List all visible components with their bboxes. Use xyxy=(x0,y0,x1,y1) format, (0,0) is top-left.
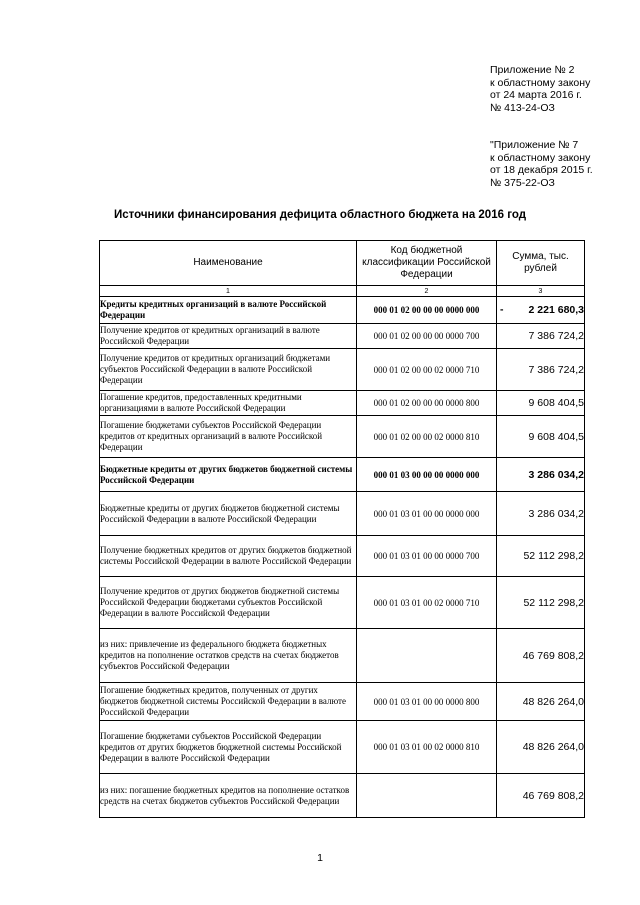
row-name: Получение бюджетных кредитов от других бюджетов бюджетной системы Российской Федерации в валюте Российской Федерации xyxy=(100,536,357,577)
row-amount-cell xyxy=(497,324,585,349)
row-code xyxy=(357,629,497,683)
table-row xyxy=(100,297,585,324)
negative-sign: - xyxy=(500,303,504,316)
row-amount-cell xyxy=(497,721,585,774)
row-amount: 9 608 404,5 xyxy=(528,397,584,409)
row-name: Бюджетные кредиты от других бюджетов бюджетной системы Российской Федерации xyxy=(100,458,357,492)
document-title: Источники финансирования дефицита областного бюджета на 2016 год xyxy=(113,209,527,221)
row-amount: 2 221 680,3 xyxy=(528,304,584,316)
financing-sources-table xyxy=(99,240,585,818)
row-amount: 7 386 724,2 xyxy=(528,330,584,342)
row-code xyxy=(357,774,497,818)
table-row xyxy=(100,629,585,683)
table-row xyxy=(100,683,585,721)
column-number-row xyxy=(100,286,585,297)
row-amount-cell xyxy=(497,416,585,458)
column-number: 3 xyxy=(497,286,585,297)
row-amount-cell xyxy=(497,683,585,721)
row-amount-cell xyxy=(497,297,585,324)
header-code: Код бюджетной классификации Российской Федерации xyxy=(357,241,497,286)
appendix-line: "Приложение № 7 xyxy=(490,139,579,151)
row-code: 000 01 02 00 00 00 0000 000 xyxy=(357,297,497,324)
page-number: 1 xyxy=(317,852,323,864)
table-row xyxy=(100,577,585,629)
table-row xyxy=(100,492,585,536)
row-amount-cell xyxy=(497,458,585,492)
table-row xyxy=(100,458,585,492)
appendix-line: от 24 марта 2016 г. xyxy=(490,89,582,102)
table-row xyxy=(100,416,585,458)
row-amount-cell xyxy=(497,391,585,416)
row-code: 000 01 03 01 00 00 0000 800 xyxy=(357,683,497,721)
row-amount-cell xyxy=(497,536,585,577)
row-amount: 46 769 808,2 xyxy=(522,789,584,802)
appendix-line: Приложение № 2 xyxy=(490,64,575,76)
row-amount-cell xyxy=(497,774,585,818)
header-amount: Сумма, тыс. рублей xyxy=(497,241,585,286)
row-name: Погашение бюджетных кредитов, полученных от других бюджетов бюджетной системы Российской Федерации в валюте Российской Федерации xyxy=(100,683,357,721)
row-name: из них: привлечение из федерального бюджета бюджетных кредитов на пополнение остатков средств на счетах бюджетов субъектов Российской Федерации xyxy=(100,629,357,683)
row-code: 000 01 03 00 00 00 0000 000 xyxy=(357,458,497,492)
appendix-line: № 413-24-ОЗ xyxy=(490,101,555,114)
row-code: 000 01 02 00 00 00 0000 700 xyxy=(357,324,497,349)
row-amount-cell xyxy=(497,349,585,391)
row-amount: 46 769 808,2 xyxy=(522,649,584,662)
column-number: 1 xyxy=(100,286,357,297)
row-code: 000 01 03 01 00 02 0000 810 xyxy=(357,721,497,774)
row-name: Погашение кредитов, предоставленных кредитными организациями в валюте Российской Федерации xyxy=(100,391,357,416)
header-name: Наименование xyxy=(100,241,357,286)
row-code: 000 01 03 01 00 00 0000 000 xyxy=(357,492,497,536)
table-row xyxy=(100,391,585,416)
row-amount-cell xyxy=(497,629,585,683)
row-amount: 52 112 298,2 xyxy=(523,596,584,609)
table-row xyxy=(100,324,585,349)
row-name: Получение кредитов от кредитных организаций бюджетами субъектов Российской Федерации в валюте Российской Федерации xyxy=(100,349,357,391)
row-name: Получение кредитов от кредитных организаций в валюте Российской Федерации xyxy=(100,324,357,349)
row-amount-cell xyxy=(497,577,585,629)
row-name: Бюджетные кредиты от других бюджетов бюджетной системы Российской Федерации в валюте Российской Федерации xyxy=(100,492,357,536)
table-row xyxy=(100,536,585,577)
row-name: Погашение бюджетами субъектов Российской Федерации кредитов от других бюджетов бюджетной системы Российской Федерации в валюте Российской Федерации xyxy=(100,721,357,774)
row-name: Получение кредитов от других бюджетов бюджетной системы Российской Федерации бюджетами субъектов Российской Федерации в валюте Российской Федерации xyxy=(100,577,357,629)
appendix-line: к областному закону xyxy=(490,76,591,89)
row-amount: 7 386 724,2 xyxy=(528,363,584,376)
appendix-line: к областному закону xyxy=(490,151,591,164)
row-name: Кредиты кредитных организаций в валюте Российской Федерации xyxy=(100,297,357,324)
appendix-amended-block xyxy=(490,139,593,189)
row-code: 000 01 03 01 00 00 0000 700 xyxy=(357,536,497,577)
row-amount: 9 608 404,5 xyxy=(528,430,584,443)
table-body xyxy=(100,297,585,818)
row-code: 000 01 03 01 00 02 0000 710 xyxy=(357,577,497,629)
row-amount: 3 286 034,2 xyxy=(528,468,584,481)
appendix-current-block xyxy=(490,64,590,114)
appendix-line: № 375-22-ОЗ xyxy=(490,176,555,189)
table-row xyxy=(100,721,585,774)
table-row xyxy=(100,774,585,818)
row-code: 000 01 02 00 00 00 0000 800 xyxy=(357,391,497,416)
row-amount: 52 112 298,2 xyxy=(523,550,584,562)
appendix-line: от 18 декабря 2015 г. xyxy=(490,164,593,177)
row-amount: 48 826 264,0 xyxy=(522,695,584,708)
row-amount-cell xyxy=(497,492,585,536)
row-code: 000 01 02 00 00 02 0000 710 xyxy=(357,349,497,391)
row-code: 000 01 02 00 00 02 0000 810 xyxy=(357,416,497,458)
row-amount: 3 286 034,2 xyxy=(528,507,584,520)
row-amount: 48 826 264,0 xyxy=(522,741,584,753)
table-header-row xyxy=(100,241,585,286)
column-number: 2 xyxy=(357,286,497,297)
table-row xyxy=(100,349,585,391)
row-name: Погашение бюджетами субъектов Российской Федерации кредитов от кредитных организаций в валюте Российской Федерации xyxy=(100,416,357,458)
row-name: из них: погашение бюджетных кредитов на пополнение остатков средств на счетах бюджетов субъектов Российской Федерации xyxy=(100,774,357,818)
